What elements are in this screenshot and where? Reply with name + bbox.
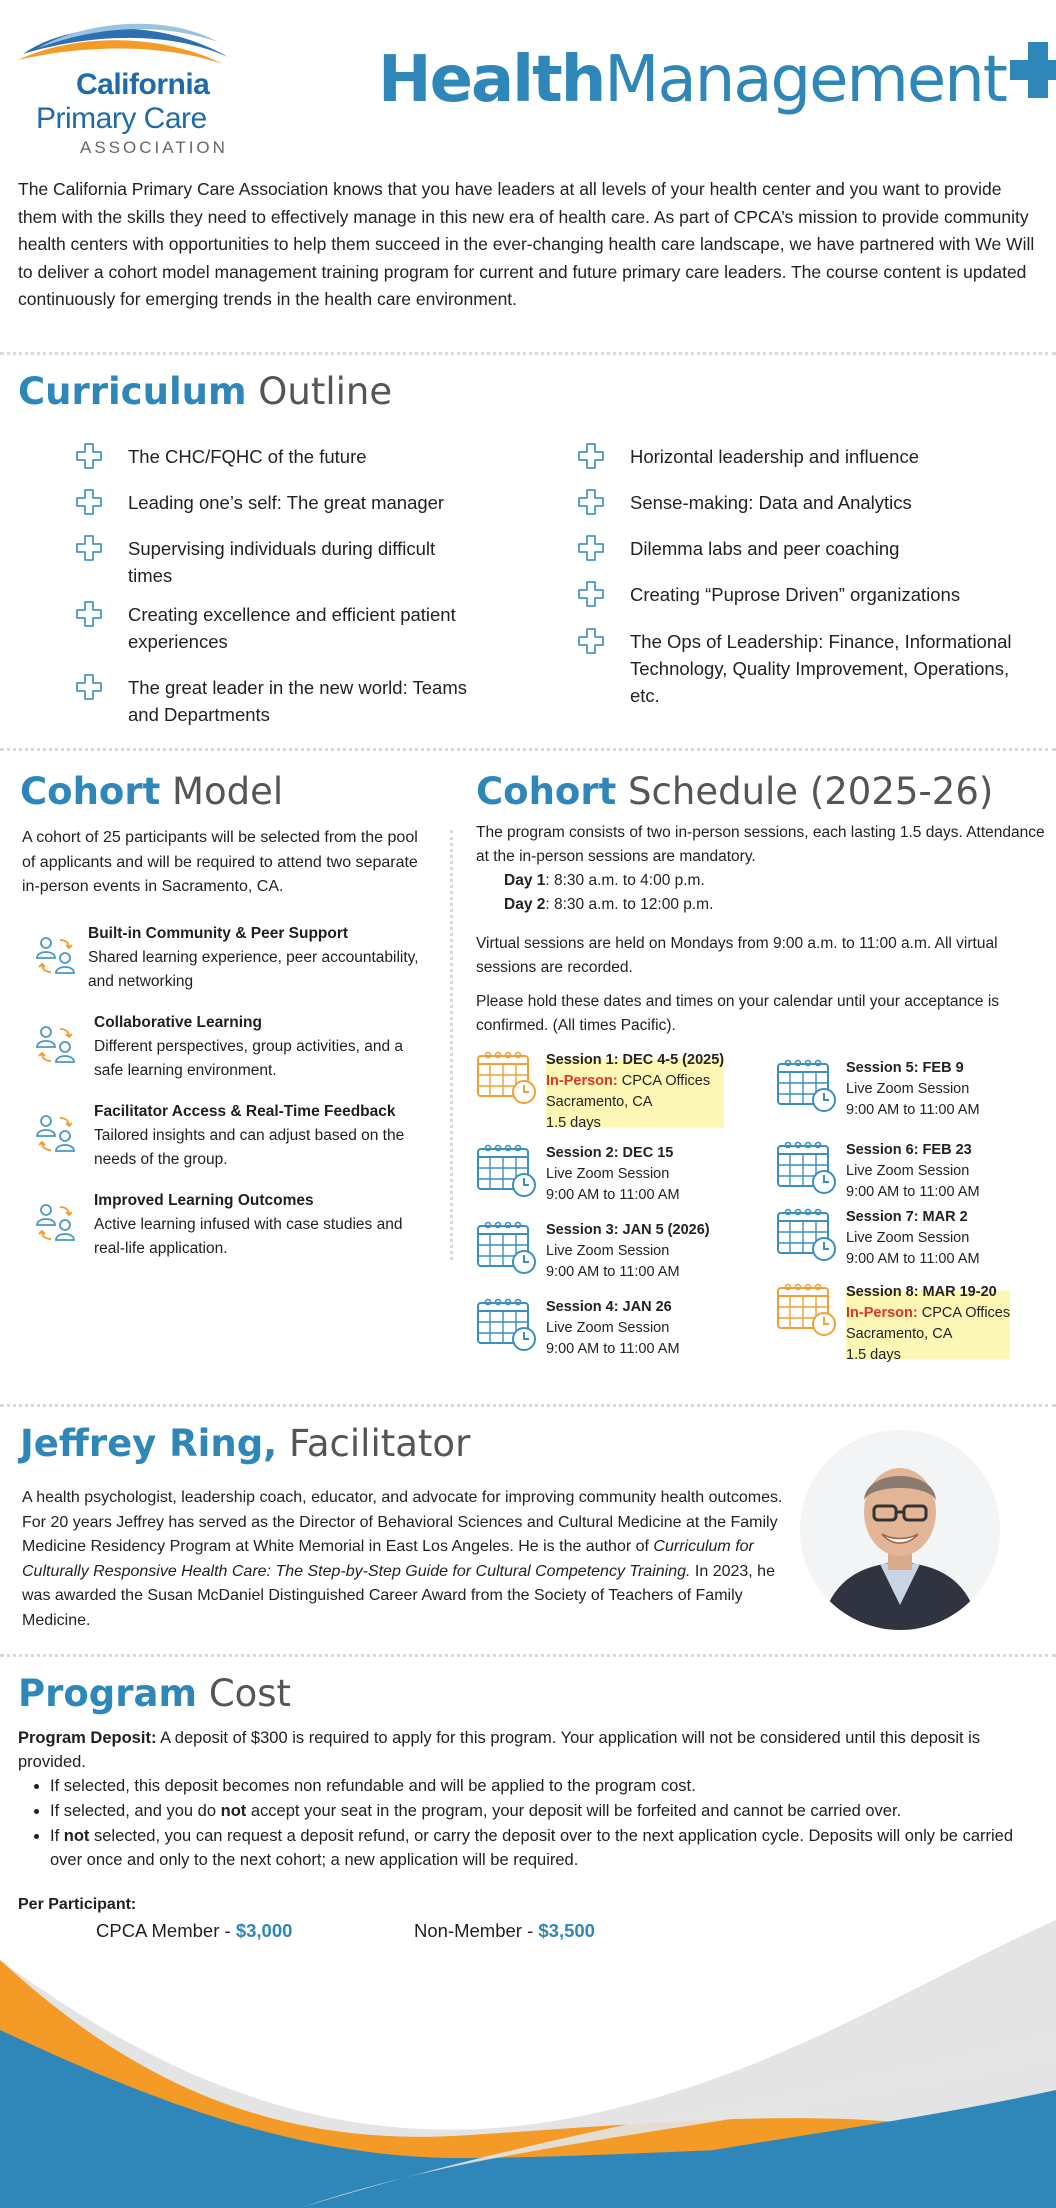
- deposit-label: Program Deposit:: [18, 1729, 157, 1747]
- benefit-text: Shared learning experience, peer accountability, and networking: [88, 949, 419, 990]
- curriculum-left-item-label: The great leader in the new world: Teams and Departments: [128, 677, 468, 725]
- benefit-text: Tailored insights and can adjust based on the needs of the group.: [94, 1127, 405, 1168]
- logo-line2: Primary Care: [36, 102, 207, 135]
- intro-paragraph: The California Primary Care Association knows that you have leaders at all levels of your health center and you want to provide them with the skills they need to effectively manage in this new era of health care. As part of CPCA’s mission to provide community health centers with opportunities to help them succeed in the ever-changing health care landscape, we have partnered with We Will to deliver a cohort model management training program for current and future primary care leaders. The course content is updated continuously for emerging trends in the health care environment.: [18, 179, 1035, 309]
- cohort-model-heading: [20, 770, 283, 813]
- session-title: Session 1: DEC 4-5 (2025): [546, 1052, 725, 1068]
- per-participant-label: Per Participant:: [18, 1896, 137, 1913]
- benefit-item: [34, 1011, 434, 1083]
- benefit-item: [34, 922, 434, 994]
- column-divider: [450, 830, 453, 1260]
- session-line: 9:00 AM to 11:00 AM: [546, 1341, 680, 1357]
- day-1-time: : 8:30 a.m. to 4:00 p.m.: [545, 872, 705, 889]
- cost-bullet-2: • If selected, and you do not accept your seat in the program, your deposit will be forfeited and cannot be carried over.: [50, 1799, 1028, 1823]
- session-line: Live Zoom Session: [546, 1320, 670, 1336]
- session-line: 9:00 AM to 11:00 AM: [846, 1251, 980, 1267]
- curriculum-right-item-label: Sense-making: Data and Analytics: [630, 492, 912, 513]
- cost-bullets: [18, 1774, 1028, 1873]
- curriculum-left-item: [76, 489, 476, 516]
- session-line: 9:00 AM to 11:00 AM: [546, 1187, 680, 1203]
- benefit-title: Facilitator Access & Real-Time Feedback: [94, 1103, 396, 1120]
- calendar-clock-icon: [776, 1282, 838, 1338]
- plus-outline-icon: [76, 674, 102, 700]
- facilitator-photo: [800, 1430, 1000, 1630]
- session-line: 9:00 AM to 11:00 AM: [846, 1102, 980, 1118]
- facilitator-bio: [22, 1486, 792, 1633]
- nonmember-price-value: $3,500: [538, 1920, 595, 1941]
- cohort-model-heading-bold: Cohort: [20, 770, 161, 813]
- plus-outline-icon: [76, 443, 102, 469]
- plus-outline-icon: [76, 535, 102, 561]
- curriculum-left-item-label: Leading one’s self: The great manager: [128, 492, 445, 513]
- session-title: Session 3: JAN 5 (2026): [546, 1222, 710, 1238]
- page-title: [378, 40, 1056, 120]
- cost-deposit: [18, 1726, 1038, 1774]
- curriculum-right-item: [578, 628, 1018, 709]
- curriculum-right-item-label: The Ops of Leadership: Finance, Informational Technology, Quality Improvement, Operations, etc.: [630, 631, 1012, 706]
- curriculum-right-item: [578, 581, 1018, 608]
- member-price-value: $3,000: [235, 1920, 293, 1941]
- cohort-model-heading-light: Model: [172, 770, 284, 813]
- calendar-clock-icon: [476, 1143, 538, 1199]
- schedule-paragraph-3: Please hold these dates and times on your calendar until your acceptance is confirmed. (All times Pacific).: [476, 993, 1000, 1034]
- session-item: [776, 1140, 1036, 1203]
- plus-outline-icon: [578, 628, 604, 654]
- plus-outline-icon: [578, 535, 604, 561]
- in-person-tag: In-Person:: [846, 1305, 922, 1321]
- curriculum-left-item: [76, 601, 476, 655]
- schedule-day-1: [504, 869, 705, 893]
- deposit-text: A deposit of $300 is required to apply for this program. Your application will not be considered until this deposit is provided.: [18, 1729, 981, 1771]
- curriculum-left-item: [76, 535, 476, 589]
- session-item: [476, 1050, 736, 1134]
- session-line: In-Person: CPCA Offices: [546, 1073, 711, 1089]
- session-item: [476, 1143, 736, 1206]
- divider: [0, 1404, 1056, 1407]
- plus-outline-icon: [76, 489, 102, 515]
- divider: [0, 352, 1056, 355]
- calendar-clock-icon: [476, 1297, 538, 1353]
- benefit-item: [34, 1100, 434, 1172]
- calendar-clock-icon: [776, 1140, 838, 1196]
- session-title: Session 8: MAR 19-20: [846, 1284, 997, 1300]
- schedule-heading-light: Schedule (2025-26): [628, 770, 994, 813]
- curriculum-right-item: [578, 489, 1018, 516]
- benefit-title: Collaborative Learning: [94, 1014, 262, 1031]
- session-item: [776, 1282, 1036, 1366]
- schedule-paragraph-1: The program consists of two in-person sessions, each lasting 1.5 days. Attendance at the in-person sessions are mandatory.: [476, 824, 1045, 865]
- bio-text-end: In 2023, he was awarded the Susan McDaniel Distinguished Career Award from the Society of Teachers of Family Medicine.: [22, 1562, 775, 1629]
- plus-outline-icon: [578, 443, 604, 469]
- cost-bullet-3: • If not selected, you can request a deposit refund, or carry the deposit over to the next application cycle. Deposits will only be carried over once and only to the next cohort; a new application will be required.: [50, 1824, 1028, 1872]
- people-exchange-icon: [34, 1112, 78, 1156]
- benefit-title: Built-in Community & Peer Support: [88, 925, 349, 942]
- curriculum-heading-bold: Curriculum: [18, 370, 247, 413]
- session-title: Session 4: JAN 26: [546, 1299, 672, 1315]
- session-item: [476, 1220, 736, 1283]
- calendar-clock-icon: [776, 1058, 838, 1114]
- facilitator-heading: [20, 1422, 470, 1465]
- curriculum-right-item-label: Dilemma labs and peer coaching: [630, 538, 900, 559]
- session-line: Live Zoom Session: [546, 1166, 670, 1182]
- day-2-label: Day 2: [504, 896, 546, 913]
- schedule-heading-bold: Cohort: [476, 770, 617, 813]
- day-1-label: Day 1: [504, 872, 546, 889]
- curriculum-left-item: [76, 674, 476, 728]
- plus-icon: [1010, 37, 1056, 117]
- plus-outline-icon: [578, 489, 604, 515]
- bio-book-title: Curriculum for Culturally Responsive Health Care: The Step-by-Step Guide for Cultural Competency Training.: [22, 1538, 754, 1580]
- session-item: [776, 1058, 1036, 1121]
- curriculum-heading: [18, 370, 392, 413]
- in-person-tag: In-Person:: [546, 1073, 622, 1089]
- footer-wave: [0, 1920, 1056, 2208]
- session-line: Sacramento, CA: [846, 1326, 953, 1342]
- cost-heading-bold: Program: [18, 1672, 198, 1715]
- benefit-text: Active learning infused with case studies and real-life application.: [94, 1216, 403, 1257]
- session-title: Session 7: MAR 2: [846, 1209, 968, 1225]
- facilitator-name: Jeffrey Ring,: [20, 1422, 278, 1465]
- session-line: 1.5 days: [846, 1347, 901, 1363]
- people-exchange-icon: [34, 1201, 78, 1245]
- curriculum-right-item: [578, 535, 1018, 562]
- session-title: Session 5: FEB 9: [846, 1060, 964, 1076]
- session-line: Live Zoom Session: [846, 1163, 970, 1179]
- session-line: Live Zoom Session: [846, 1230, 970, 1246]
- session-title: Session 6: FEB 23: [846, 1142, 972, 1158]
- benefit-title: Improved Learning Outcomes: [94, 1192, 314, 1209]
- curriculum-left-item: [76, 443, 476, 470]
- divider: [0, 1654, 1056, 1657]
- session-line: 1.5 days: [546, 1115, 601, 1131]
- people-exchange-icon: [34, 1023, 78, 1067]
- session-line: In-Person: CPCA Offices: [846, 1305, 1011, 1321]
- plus-outline-icon: [76, 601, 102, 627]
- schedule-day-2: [504, 893, 713, 917]
- session-line: 9:00 AM to 11:00 AM: [546, 1264, 680, 1280]
- nonmember-price: Non-Member - $3,500: [414, 1920, 595, 1941]
- session-item: [776, 1207, 1036, 1270]
- schedule-heading: [476, 770, 993, 813]
- calendar-clock-icon: [476, 1220, 538, 1276]
- benefit-item: [34, 1189, 434, 1261]
- cost-bullet-1: • If selected, this deposit becomes non refundable and will be applied to the program cost.: [50, 1774, 1028, 1798]
- curriculum-left-item-label: Supervising individuals during difficult times: [128, 538, 436, 586]
- cpca-logo: [18, 12, 238, 162]
- calendar-clock-icon: [476, 1050, 538, 1106]
- session-title: Session 2: DEC 15: [546, 1145, 674, 1161]
- member-price: CPCA Member - $3,000: [96, 1920, 293, 1941]
- curriculum-right-item-label: Horizontal leadership and influence: [630, 446, 919, 467]
- cost-heading: [18, 1672, 291, 1715]
- session-line: Sacramento, CA: [546, 1094, 653, 1110]
- curriculum-left-item-label: The CHC/FQHC of the future: [128, 446, 367, 467]
- curriculum-heading-light: Outline: [258, 370, 393, 413]
- session-line: 9:00 AM to 11:00 AM: [846, 1184, 980, 1200]
- day-2-time: : 8:30 a.m. to 12:00 p.m.: [545, 896, 714, 913]
- facilitator-role: Facilitator: [289, 1422, 471, 1465]
- session-line: Live Zoom Session: [846, 1081, 970, 1097]
- curriculum-right-item: [578, 443, 1018, 470]
- schedule-paragraph-2: Virtual sessions are held on Mondays from 9:00 a.m. to 11:00 a.m. All virtual sessions are recorded.: [476, 935, 998, 976]
- title-bold: Health: [378, 43, 605, 117]
- curriculum-right-item-label: Creating “Puprose Driven” organizations: [630, 584, 961, 605]
- title-light: Management: [604, 43, 1006, 117]
- logo-line3: ASSOCIATION: [80, 138, 228, 157]
- cohort-model-intro: A cohort of 25 participants will be selected from the pool of applicants and will be required to attend two separate in-person events in Sacramento, CA.: [22, 829, 418, 895]
- session-item: [476, 1297, 736, 1360]
- session-line: Live Zoom Session: [546, 1243, 670, 1259]
- cost-heading-light: Cost: [208, 1672, 292, 1715]
- plus-outline-icon: [578, 581, 604, 607]
- bio-text: A health psychologist, leadership coach, educator, and advocate for improving community health outcomes. For 20 years Jeffrey has served as the Director of Behavioral Sciences and Cultural Medicine at the Family Medicine Residency Program at White Memorial in East Los Angeles. He is the author of: [22, 1489, 783, 1555]
- logo-line1: California: [76, 68, 210, 101]
- calendar-clock-icon: [776, 1207, 838, 1263]
- people-exchange-icon: [34, 934, 78, 978]
- divider: [0, 748, 1056, 751]
- curriculum-left-item-label: Creating excellence and efficient patient experiences: [128, 604, 456, 652]
- benefit-text: Different perspectives, group activities, and a safe learning environment.: [94, 1038, 404, 1079]
